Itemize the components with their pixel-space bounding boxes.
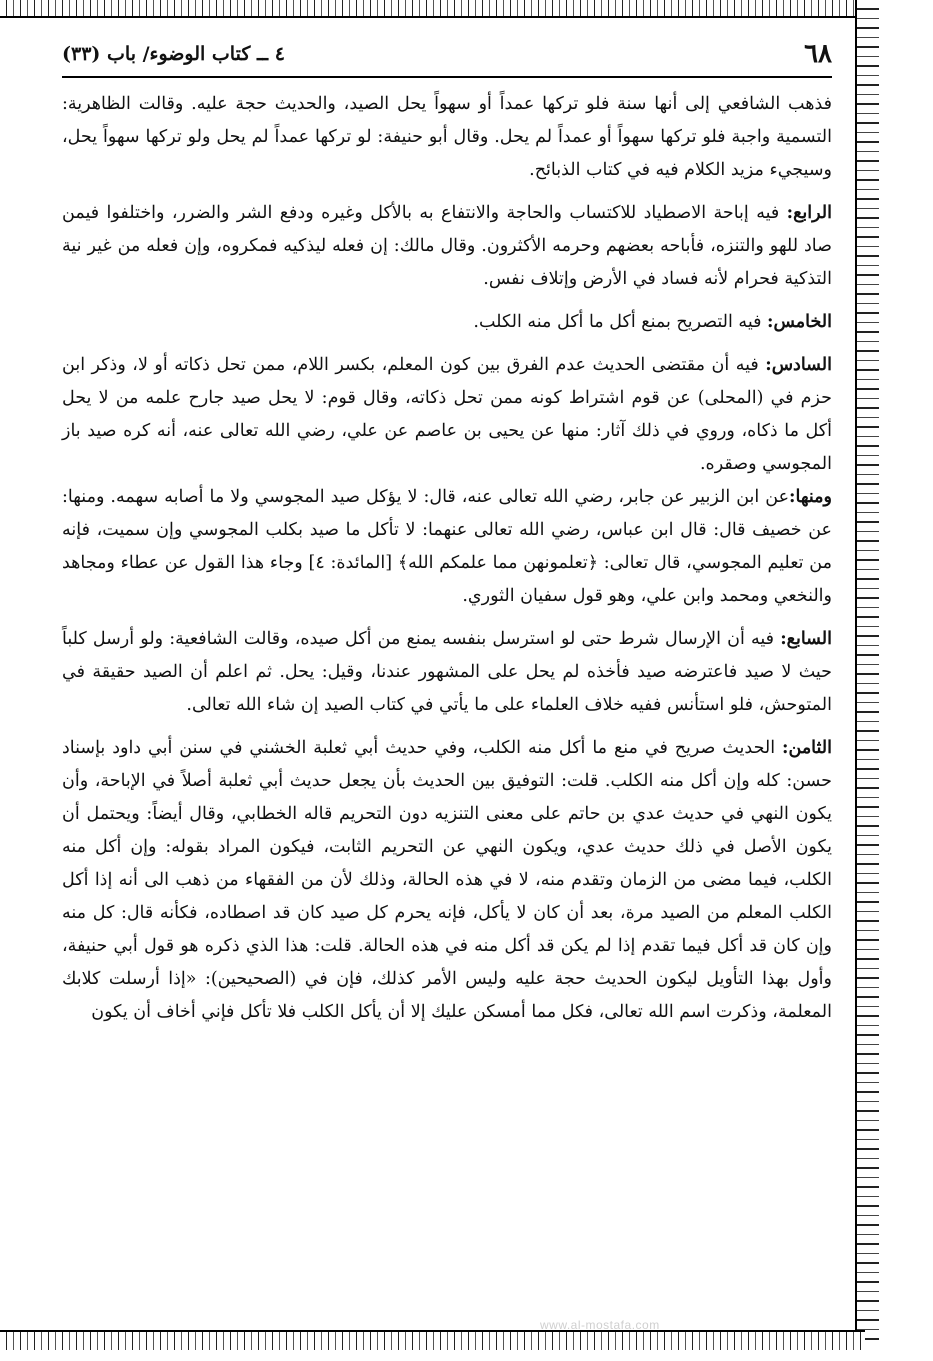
- ornamental-border-top: [0, 0, 865, 18]
- paragraph: السادس: فيه أن مقتضى الحديث عدم الفرق بين كون المعلم، بكسر اللام، ممن تحل ذكاته أو لا، وذكر ابن حزم في (المحلى) عن قوم اشتراط كونه ممن تحل ذكاته، وقال قوم: لا يحل صيد جارح علمه من لا يحل أكل ما ذكاه، وروي في ذلك آثار: منها عن يحيى بن عاصم عن علي، رضي الله تعالى عنه، أنه كره صيد باز المجوسي وصقره.: [62, 355, 832, 474]
- section-heading: الخامس:: [767, 312, 832, 332]
- ornamental-border-right: [855, 0, 879, 1348]
- ornamental-border-bottom: [0, 1330, 865, 1350]
- section-heading: السابع:: [780, 629, 832, 649]
- section-heading: ومنها:: [789, 487, 832, 507]
- body-text: [62, 88, 832, 1039]
- section-heading: الثامن:: [782, 738, 832, 758]
- paragraph: ومنها:عن ابن الزبير عن جابر، رضي الله تعالى عنه، قال: لا يؤكل صيد المجوسي ولا ما أصابه سهمه. ومنها: عن خصيف قال: قال ابن عباس، رضي الله تعالى عنهما: لا تأكل ما صيد بكلب المجوسي وإن سميت، فإنه من تعليم المجوسي، قال تعالى: ﴿تعلمونهن مما علمكم الله﴾ [المائدة: ٤] وجاء هذا القول عن عطاء ومجاهد والنخعي ومحمد وابن علي، وهو قول سفيان الثوري.: [62, 487, 832, 606]
- paragraph: فذهب الشافعي إلى أنها سنة فلو تركها عمداً أو سهواً يحل الصيد، والحديث حجة عليه. وقالت الظاهرية: التسمية واجبة فلو تركها سهواً أو عمداً لم يحل. وقال أبو حنيفة: لو تركها عمداً لم يحل ولو تركها سهواً يحل، وسيجيء مزيد الكلام فيه في كتاب الذبائح.: [62, 94, 832, 180]
- paragraph: الرابع: فيه إباحة الاصطياد للاكتساب والحاجة والانتفاع به بالأكل وغيره ودفع الشر والضرر، واختلفوا فيمن صاد للهو والتنزه، فأباحه بعضهم وحرمه الأكثرون. وقال مالك: إن فعله ليذكيه فمكروه، وإن فعله من غير نية التذكية فحرام لأنه فساد في الأرض وإتلاف نفس.: [62, 203, 832, 289]
- page-header: [62, 38, 832, 70]
- watermark: www.al-mostafa.com: [540, 1318, 660, 1332]
- running-title: ٤ ــ كتاب الوضوء/ باب (٣٣): [62, 43, 285, 65]
- paragraph: السابع: فيه أن الإرسال شرط حتى لو استرسل بنفسه يمنع من أكل صيده، وقالت الشافعية: ولو أرسل كلباً حيث لا صيد فاعترضه صيد فأخذه لم يحل على المشهور عندنا، وقيل: يحل. ثم اعلم أن الصيد حقيقة في المتوحش، فلو استأنس ففيه خلاف العلماء على ما يأتي في كتاب الصيد إن شاء الله تعالى.: [62, 629, 832, 715]
- section-heading: السادس:: [765, 355, 832, 375]
- section-heading: الرابع:: [786, 203, 832, 223]
- page-number: ٦٨: [804, 39, 832, 69]
- paragraph: الخامس: فيه التصريح بمنع أكل ما أكل منه الكلب.: [473, 312, 832, 332]
- header-divider: [62, 76, 832, 78]
- paragraph: الثامن: الحديث صريح في منع ما أكل منه الكلب، وفي حديث أبي ثعلبة الخشني في سنن أبي داود بإسناد حسن: كله وإن أكل منه الكلب. قلت: التوفيق بين الحديث بأن يجعل حديث أبي ثعلبة أصلاً في الإباحة، وأن يكون النهي في حديث عدي بن حاتم على معنى التنزيه دون التحريم قاله الخطابي، وقال أيضاً: ويحتمل أن يكون الأصل في ذلك حديث عدي، ويكون النهي عن التحريم الثابت، فيكون المراد بقوله: وإن أكل منه الكلب، فيما مضى من الزمان وتقدم منه، لا في هذه الحالة، وذلك لأن من الفقهاء من ذهب الى أنه إذا أكل الكلب المعلم من الصيد مرة، بعد أن كان لا يأكل، فإنه يحرم كل صيد كان قد اصطاده، فكأنه قال: كل منه وإن كان قد أكل فيما تقدم إذا لم يكن قد أكل منه في هذه الحالة. قلت: هذا الذي ذكره هو قول أبي حنيفة، وأول بهذا التأويل ليكون الحديث حجة عليه وليس الأمر كذلك، فإن في (الصحيحين): «إذا أرسلت كلابك المعلمة، وذكرت اسم الله تعالى، فكل مما أمسكن عليك إلا أن يأكل الكلب فلا تأكل فإني أخاف أن يكون: [62, 738, 832, 1022]
